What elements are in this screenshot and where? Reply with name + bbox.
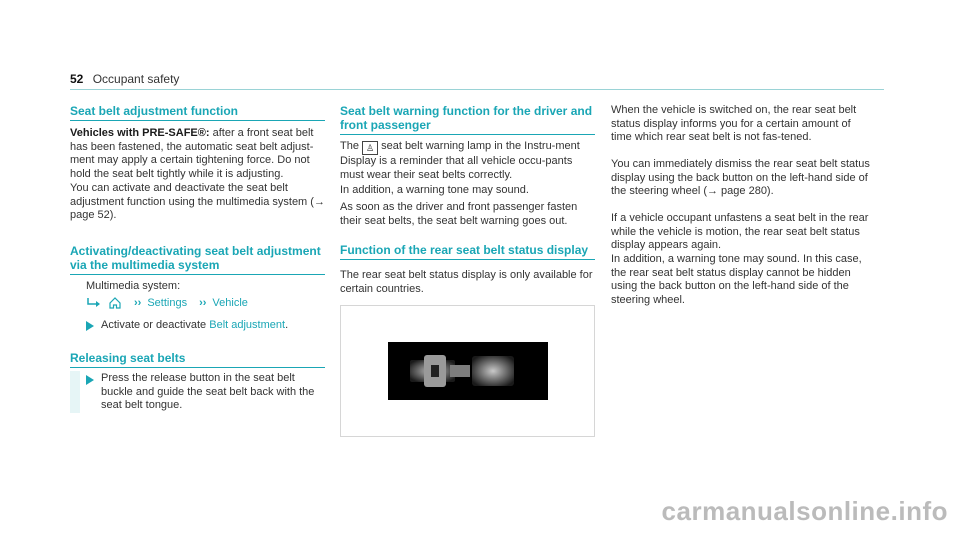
heading-warning-function: Seat belt warning function for the driver and front passenger	[340, 104, 595, 135]
step-period: .	[285, 319, 289, 331]
para-rear-available: The rear seat belt status display is only available for certain countries.	[340, 269, 593, 295]
page-number: 52	[70, 72, 84, 86]
para-dismiss: You can immediately dismiss the rear seat belt status display using the back button on the left-hand side of the steering wheel (→ page 280).	[611, 158, 870, 197]
heading-seat-belt-adjustment: Seat belt adjustment function	[70, 104, 325, 121]
home-icon[interactable]	[108, 296, 122, 310]
pre-safe-text: after a front seat belt has been fastened, the automatic seat belt adjust-ment may apply a certain tightening force. Do not hold the seat belt tightly while it is adjusting.	[70, 127, 314, 180]
nav-settings-link[interactable]: Settings	[147, 297, 188, 309]
multimedia-label: Multimedia system:	[86, 280, 181, 292]
belt-adjustment-link[interactable]: Belt adjustment	[209, 319, 286, 331]
step-arrow-icon	[86, 375, 94, 385]
page-header	[70, 72, 179, 86]
step-bar	[70, 371, 80, 413]
heading-releasing: Releasing seat belts	[70, 351, 325, 368]
seat-belt-warning-icon: ♙	[362, 141, 378, 155]
step-activate	[101, 319, 288, 333]
para-status-inform: When the vehicle is switched on, the rear seat belt status display informs you for a certain amount of time which rear seat belt is not fas-tened.	[611, 104, 857, 143]
heading-activating-deactivating: Activating/deactivating seat belt adjustment via the multimedia system	[70, 244, 325, 275]
nav-vehicle-link[interactable]: Vehicle	[212, 297, 248, 309]
nav-path	[86, 296, 248, 310]
step-arrow-icon	[86, 321, 94, 331]
para-warning-out: As soon as the driver and front passenger fasten their seat belts, the seat belt warning goes out.	[340, 201, 578, 227]
return-arrow-icon	[86, 297, 102, 309]
heading-rear-status: Function of the rear seat belt status display	[340, 243, 595, 260]
para-warning-lamp	[340, 140, 595, 182]
figure-rear-seat-belt-display	[340, 305, 595, 437]
para-activate-function: You can activate and deactivate the seat belt adjustment function using the multimedia system (→ page 52).	[70, 182, 325, 221]
nav-chevron-icon: ››	[134, 297, 142, 309]
nav-chevron-icon: ››	[199, 297, 207, 309]
header-rule	[70, 89, 884, 90]
para-warning-hidden: In addition, a warning tone may sound. In this case, the rear seat belt status display cannot be hidden using the back button on the left-hand side of the steering wheel.	[611, 253, 862, 306]
step-text: Activate or deactivate	[101, 319, 207, 331]
para-unfasten: If a vehicle occupant unfastens a seat belt in the rear while the vehicle is motion, the rear seat belt status display appears again.	[611, 212, 869, 251]
release-instructions: Press the release button in the seat belt buckle and guide the seat belt back with the seat belt tongue.	[101, 372, 315, 411]
warning-lamp-pre: The	[340, 140, 359, 152]
para-pre-safe	[70, 127, 325, 181]
watermark: carmanualsonline.info	[661, 496, 948, 526]
pre-safe-label: Vehicles with PRE-SAFE®:	[70, 127, 210, 139]
seat-belt-buckle-icon	[388, 342, 548, 400]
section-title: Occupant safety	[92, 72, 180, 86]
para-warning-tone: In addition, a warning tone may sound.	[340, 184, 529, 196]
rear-belt-display-screen	[388, 342, 548, 400]
warning-lamp-text: seat belt warning lamp in the Instru-ment Display is a reminder that all vehicle occu-pants must wear their seat belts correctly.	[340, 140, 580, 181]
